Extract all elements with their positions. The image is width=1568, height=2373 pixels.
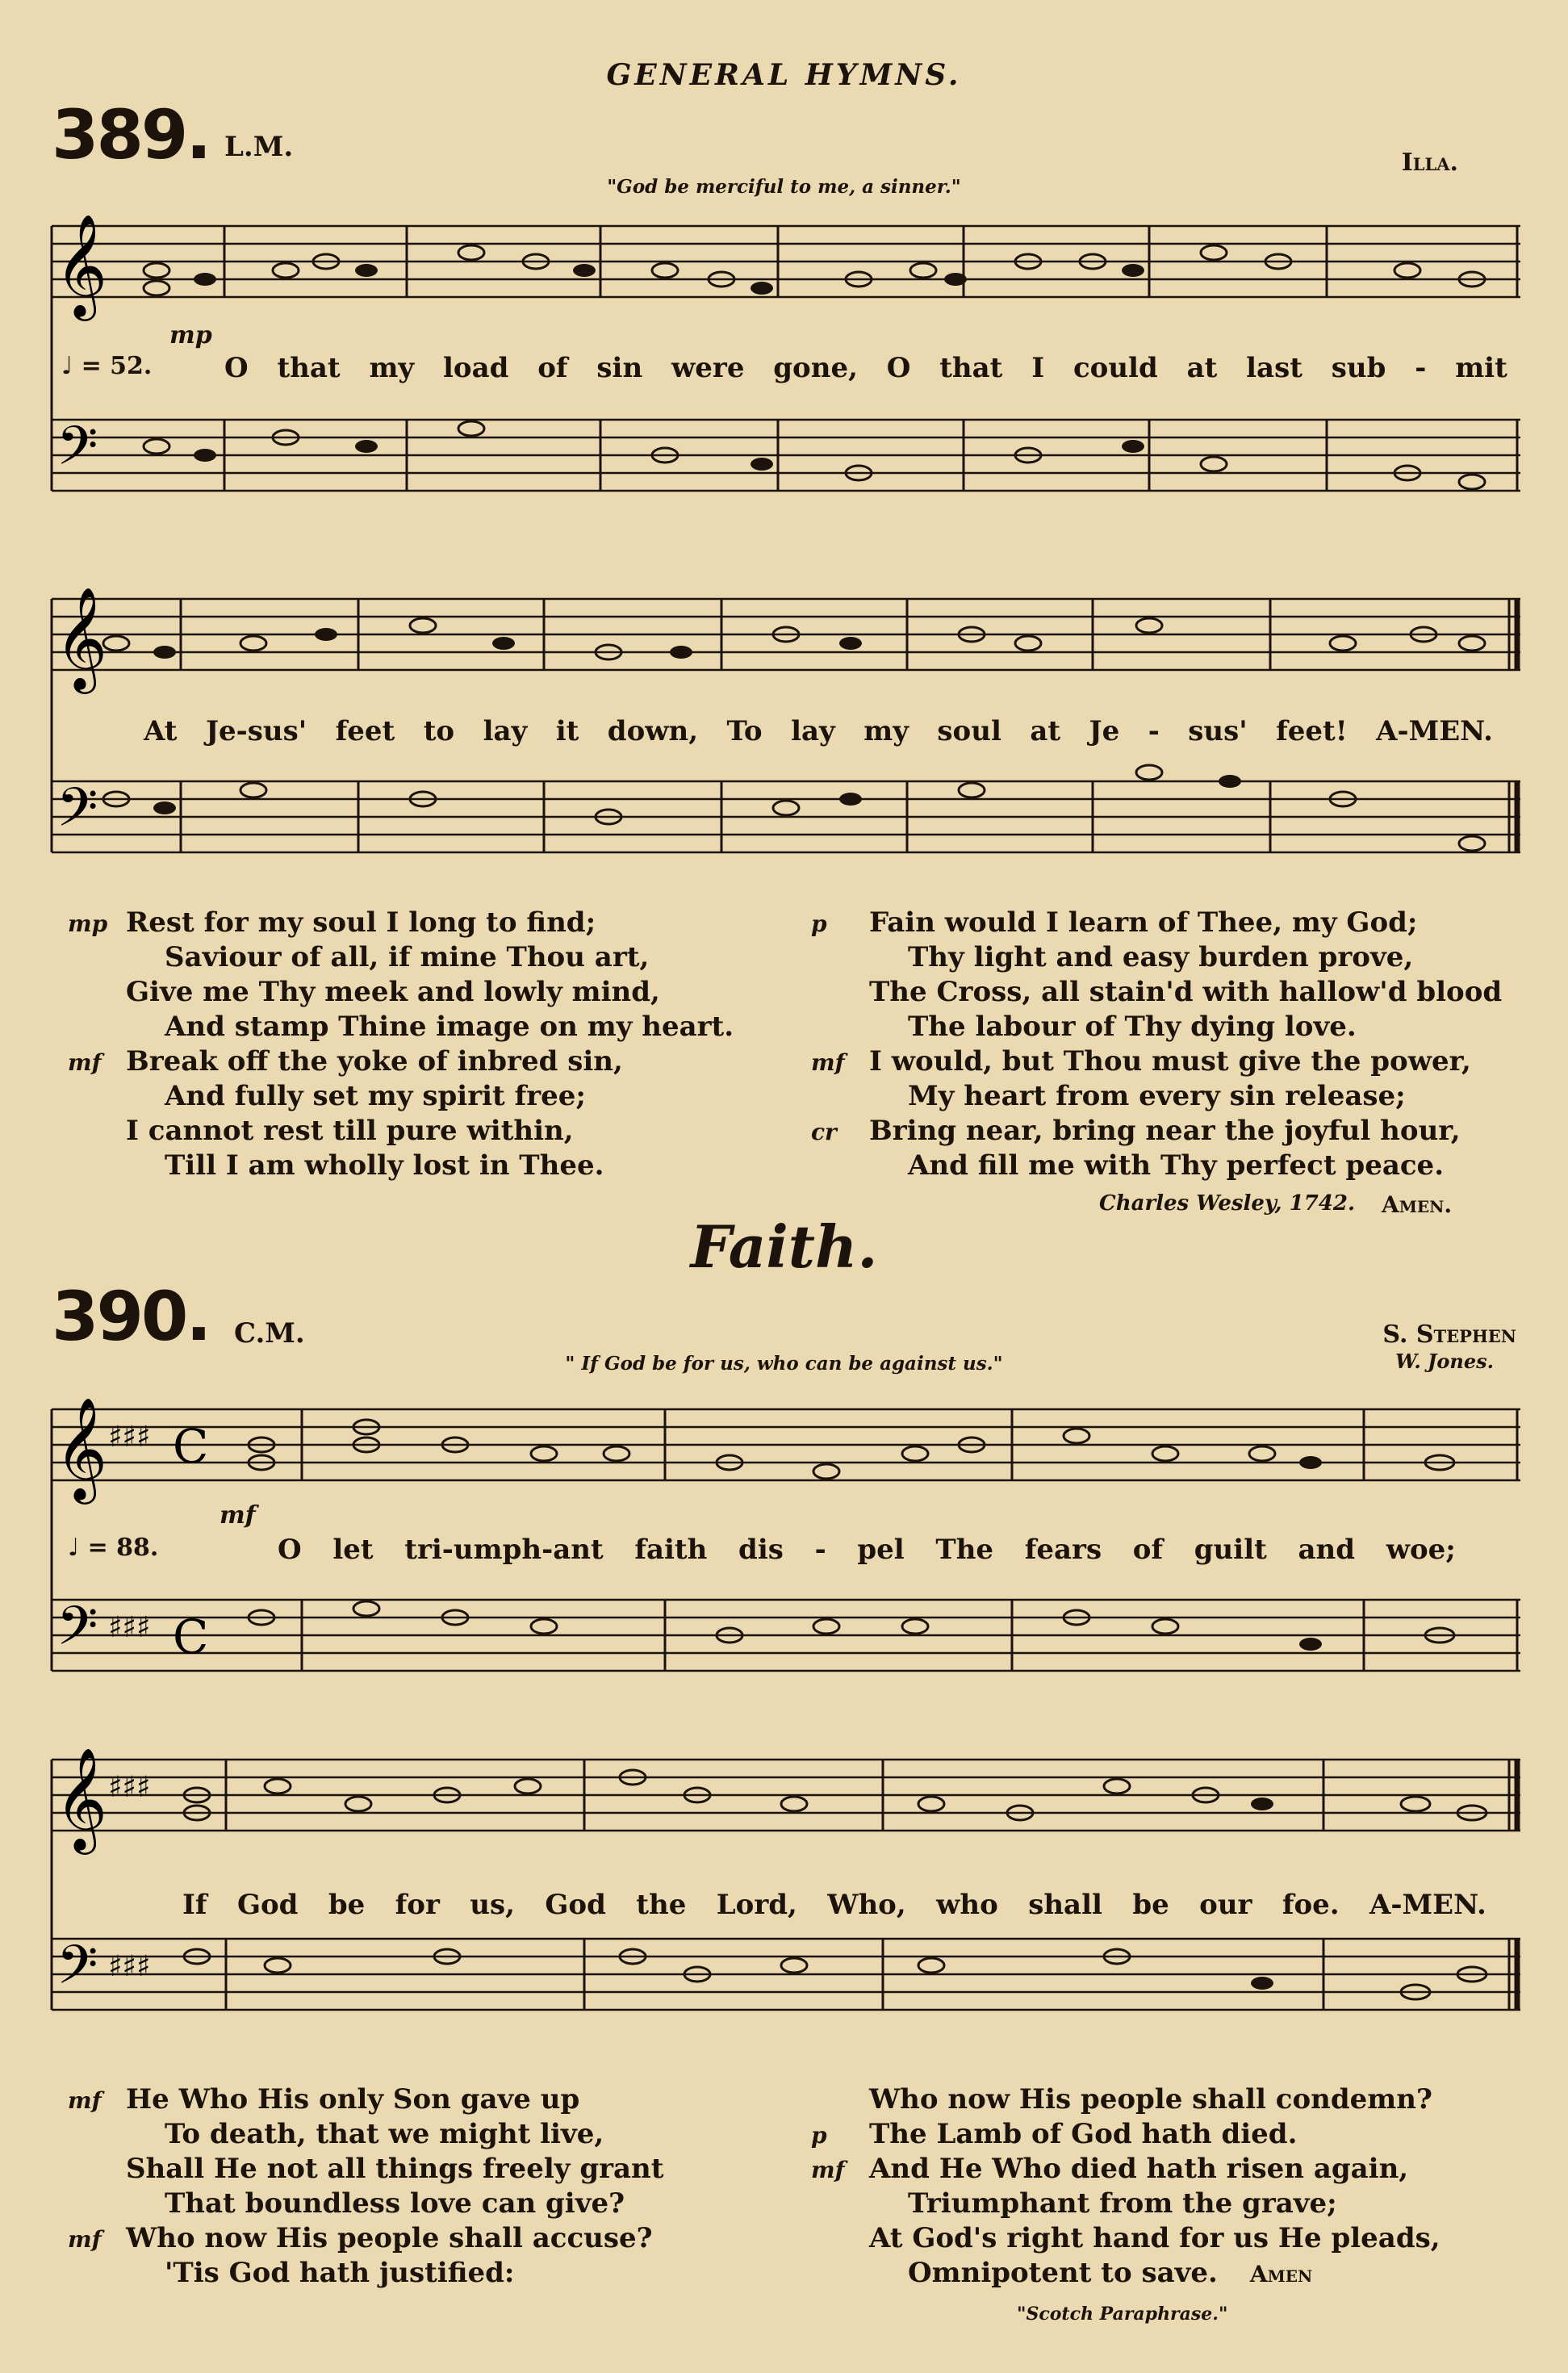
common-time-icon: C (173, 1609, 209, 1664)
bass-clef-icon: 𝄢 (56, 415, 98, 490)
tune-name: S. Stephen (1382, 1320, 1516, 1349)
verse-line: Till I am wholly lost in Thee. (165, 1149, 604, 1182)
key-signature-icon: ♯♯♯ (108, 1421, 151, 1454)
treble-clef-icon: 𝄞 (55, 1396, 108, 1500)
verse-line: mf Who now His people shall accuse? (68, 2222, 653, 2254)
hymn-number: 389. (52, 95, 210, 174)
treble-clef-icon: 𝄞 (55, 213, 108, 316)
hymn-epigraph: " If God be for us, who can be against us." (565, 1353, 1003, 1375)
noteheads (249, 1420, 1454, 1643)
verse-line: To death, that we might live, (165, 2118, 604, 2150)
verse-line: Give me Thy meek and lowly mind, (126, 976, 660, 1008)
section-title: Faith. (690, 1212, 878, 1281)
verse-column-left (68, 906, 734, 1183)
lyric-line: If God be for us, God the Lord, Who, who shall be our foe. A-MEN. (182, 1889, 1486, 1921)
verse-line: Triumphant from the grave; (908, 2187, 1337, 2220)
lyric-line: O that my load of sin were gone, O that I could at last sub - mit (224, 352, 1507, 384)
verse-line: mf Break off the yoke of inbred sin, (68, 1045, 623, 1078)
verse-line: mf He Who His only Son gave up (68, 2083, 580, 2116)
verse-line: And stamp Thine image on my heart. (165, 1011, 734, 1043)
amen-mark: Amen. (1382, 1191, 1453, 1218)
bass-staff (52, 1600, 1520, 1671)
verse-line: Shall He not all things freely grant (126, 2153, 664, 2185)
lyric-line: O let tri-umph-ant faith dis - pel The fears of guilt and woe; (278, 1534, 1456, 1566)
verse-column-right (811, 2082, 1440, 2291)
verse-line: Thy light and easy burden prove, (908, 941, 1414, 973)
verse-line: The Cross, all stain'd with hallow'd blood (869, 976, 1503, 1008)
verse-line: mf I would, but Thou must give the power, (811, 1045, 1471, 1078)
verse-line: 'Tis God hath justified: (165, 2257, 515, 2289)
tempo-mark: ♩ = 88. (68, 1534, 159, 1562)
treble-clef-icon: 𝄞 (55, 586, 108, 689)
amen-mark: Amen (1249, 2261, 1313, 2287)
dynamic-mark: mf (220, 1501, 256, 1530)
verse-line: And fully set my spirit free; (165, 1080, 586, 1112)
verse-line: p Fain would I learn of Thee, my God; (811, 906, 1418, 939)
noteheads (184, 1770, 1486, 1999)
verse-line: mf And He Who died hath risen again, (811, 2153, 1409, 2185)
author-credit: Charles Wesley, 1742. (1099, 1191, 1356, 1216)
verse-line: Omnipotent to save. Amen (908, 2257, 1313, 2289)
treble-staff (52, 599, 1520, 670)
dynamic-mark: mp (169, 321, 212, 349)
verse-line: My heart from every sin release; (908, 1080, 1406, 1112)
key-signature-icon: ♯♯♯ (108, 1611, 151, 1644)
verse-line: At God's right hand for us He pleads, (869, 2222, 1440, 2254)
tempo-mark: ♩ = 52. (61, 352, 153, 380)
key-signature-icon: ♯♯♯ (108, 1950, 151, 1983)
verse-line: I cannot rest till pure within, (126, 1115, 574, 1147)
key-signature-icon: ♯♯♯ (108, 1771, 151, 1804)
lyric-line: At Je-sus' feet to lay it down, To lay my soul at Je - sus' feet! A-MEN. (144, 715, 1493, 747)
common-time-icon: C (173, 1419, 209, 1474)
verse-line: That boundless love can give? (165, 2187, 625, 2220)
bass-staff (52, 781, 1520, 852)
bass-staff (52, 420, 1520, 491)
hymn-epigraph: "God be merciful to me, a sinner." (607, 176, 961, 198)
bass-clef-icon: 𝄢 (56, 1595, 98, 1670)
hymn-meter: C.M. (234, 1317, 305, 1350)
bass-staff (52, 1939, 1520, 2010)
verse-column-left (68, 2082, 663, 2291)
running-head: GENERAL HYMNS. (606, 58, 962, 92)
hymn-meter: L.M. (224, 131, 294, 163)
treble-clef-icon: 𝄞 (55, 1747, 108, 1850)
hymn-number: 390. (52, 1277, 210, 1356)
treble-staff (52, 1760, 1520, 1831)
bass-clef-icon: 𝄢 (56, 1934, 98, 2009)
tune-name: Illa. (1401, 149, 1458, 177)
source-credit: "Scotch Paraphrase." (1017, 2304, 1228, 2325)
bass-clef-icon: 𝄢 (56, 776, 98, 852)
verse-line: mp Rest for my soul I long to find; (68, 906, 596, 939)
treble-staff (52, 1409, 1520, 1480)
verse-line: And fill me with Thy perfect peace. (908, 1149, 1445, 1182)
verse-line: Who now His people shall condemn? (869, 2083, 1432, 2116)
verse-line: p The Lamb of God hath died. (811, 2118, 1298, 2150)
treble-staff (52, 226, 1520, 297)
composer-credit: W. Jones. (1395, 1350, 1494, 1373)
verse-line: Saviour of all, if mine Thou art, (165, 941, 650, 973)
verse-line: cr Bring near, bring near the joyful hour, (811, 1115, 1461, 1147)
verse-line: The labour of Thy dying love. (908, 1011, 1357, 1043)
verse-column-right (811, 906, 1502, 1183)
